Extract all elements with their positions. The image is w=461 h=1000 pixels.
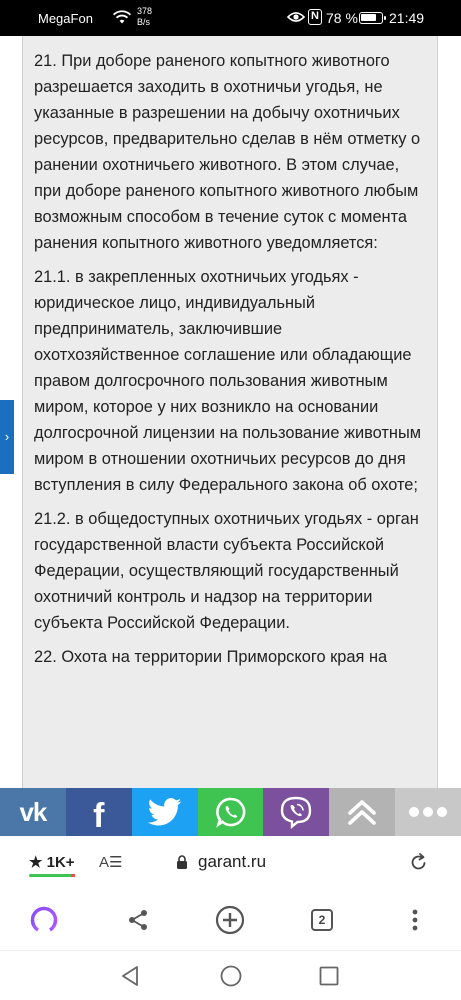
alice-icon <box>29 905 59 935</box>
share-vk-button[interactable] <box>0 788 66 836</box>
paragraph-21-1: 21.1. в закрепленных охотничьих угодьях - юридическое лицо, индивидуальный предприниматель, заключившие охотхозяйственное соглашение или обладающие правом долгосрочного пользования животным миром, которое у них возникло на основании долгосрочной лицензии на пользование животным миром в отношении охотничьих ресурсов до дня вступления в силу Федерального закона об охоте; <box>34 268 421 494</box>
paragraph-21-2: 21.2. в общедоступных охотничьих угодьях - орган государственной власти субъекта Российской Федерации, осуществляющий государственный охотничий контроль и надзор на территории субъекта Российской Федерации. <box>34 510 419 632</box>
paragraph-22: 22. Охота на территории Приморского края на <box>34 648 388 666</box>
site-rating-badge[interactable]: ★ 1K+ <box>29 854 75 871</box>
reload-icon[interactable] <box>411 853 427 871</box>
vertical-dots-icon <box>411 908 419 932</box>
net-speed-unit: B/s <box>137 17 151 27</box>
battery-tip <box>384 16 386 20</box>
share-more-button[interactable] <box>395 788 461 836</box>
tabs-count: 2 <box>311 909 333 931</box>
share-bar <box>0 788 461 836</box>
nfc-icon: N <box>308 9 322 25</box>
eye-comfort-icon <box>287 10 305 24</box>
browser-toolbar <box>0 890 461 950</box>
whatsapp-icon <box>215 796 247 828</box>
home-icon[interactable] <box>219 964 243 988</box>
rating-dot <box>71 874 75 877</box>
system-nav-bar <box>0 950 461 1000</box>
browser-menu-button[interactable] <box>399 904 431 936</box>
rating-underline <box>29 874 75 877</box>
share-facebook-button[interactable] <box>66 788 132 836</box>
reader-mode-button[interactable]: A☰ <box>99 854 123 871</box>
lock-icon <box>176 855 188 869</box>
plus-circle-icon <box>215 905 245 935</box>
recents-icon[interactable] <box>317 964 341 988</box>
carrier-name: MegaFon <box>38 11 93 26</box>
facebook-icon: f <box>93 796 105 835</box>
back-icon[interactable] <box>119 964 143 988</box>
net-speed <box>137 6 152 28</box>
address-bar <box>0 836 461 890</box>
status-bar <box>0 0 461 36</box>
more-dots-icon <box>408 806 448 818</box>
twitter-icon <box>148 798 182 826</box>
side-panel-tab[interactable] <box>0 400 14 474</box>
tabs-button[interactable] <box>306 904 338 936</box>
new-tab-button[interactable] <box>214 904 246 936</box>
url-field[interactable]: garant.ru <box>198 852 267 871</box>
net-speed-value: 378 <box>137 6 153 16</box>
battery-level <box>361 14 376 21</box>
chevron-right-icon: › <box>4 429 10 444</box>
vk-icon: vk <box>19 796 47 827</box>
share-icon <box>126 908 150 932</box>
viber-icon <box>279 795 313 829</box>
share-twitter-button[interactable] <box>132 788 198 836</box>
scroll-to-top-button[interactable] <box>329 788 395 836</box>
wifi-icon <box>112 9 132 25</box>
share-viber-button[interactable] <box>263 788 329 836</box>
alice-assistant-button[interactable] <box>28 904 60 936</box>
battery-icon <box>359 12 383 24</box>
article-content[interactable] <box>22 36 438 788</box>
share-page-button[interactable] <box>122 904 154 936</box>
paragraph-21: 21. При доборе раненого копытного животного разрешается заходить в охотничьи угодья, не указанные в разрешении на добычу охотничьих ресурсов, предварительно сделав в нём отметку о ранении охотничьего животного. В этом случае, при доборе раненого копытного животного любым возможным способом в течение суток с момента ранения копытного животного уведомляется: <box>34 52 421 252</box>
clock: 21:49 <box>389 10 425 26</box>
share-whatsapp-button[interactable] <box>198 788 264 836</box>
double-chevron-up-icon <box>345 797 379 827</box>
battery-percent: 78 % <box>326 10 358 26</box>
